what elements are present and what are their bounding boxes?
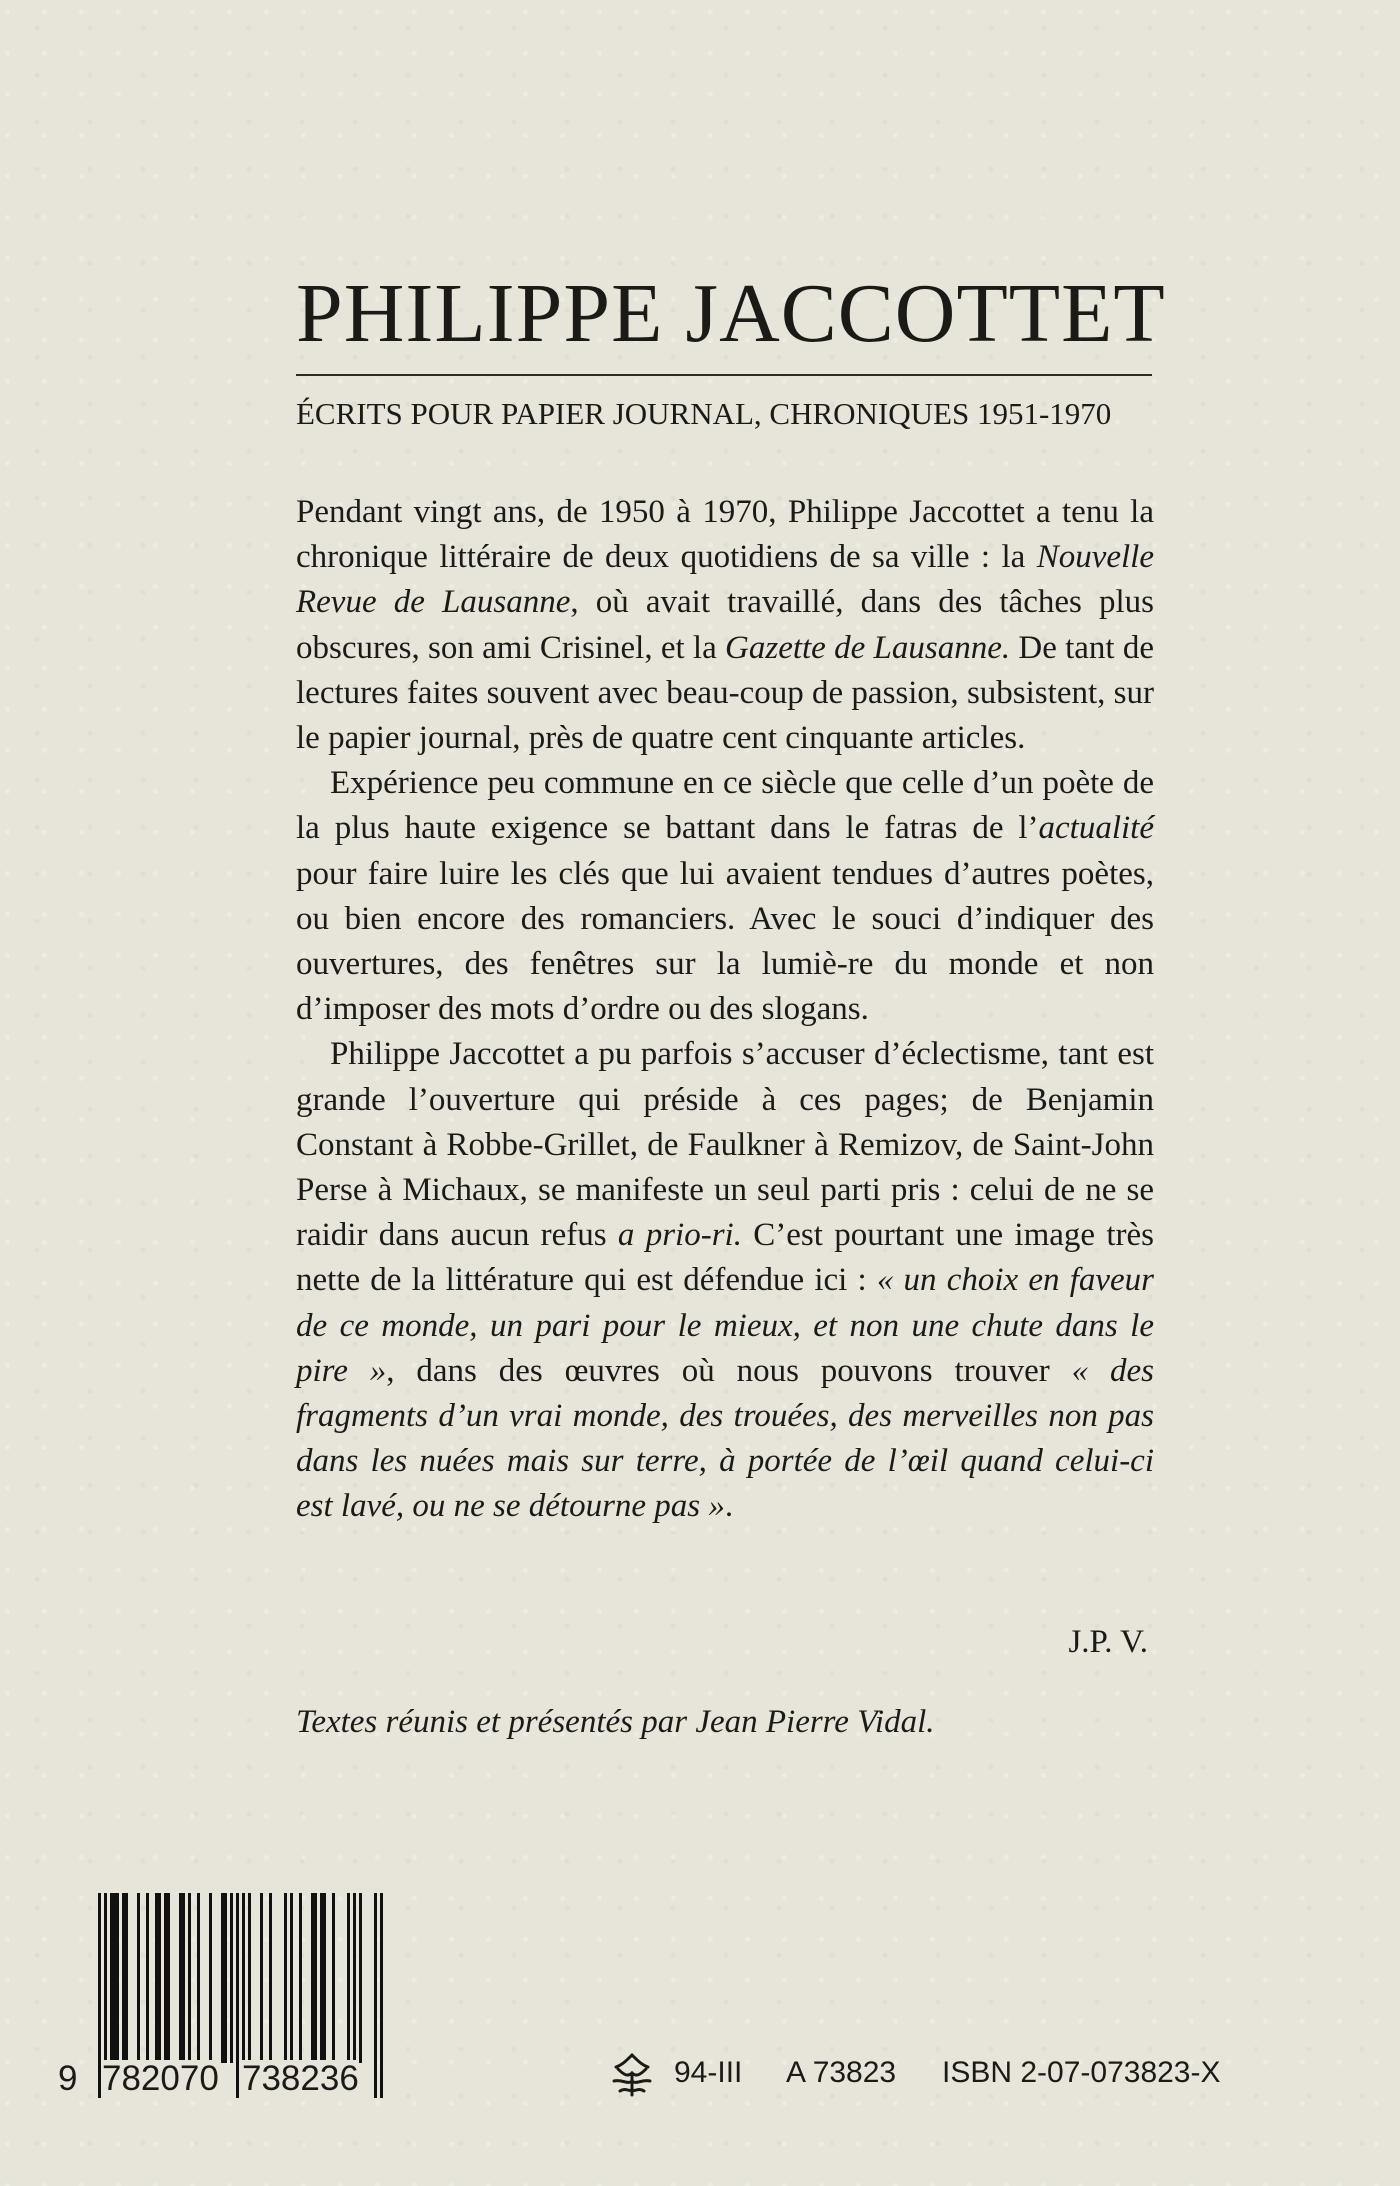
blurb-paragraph	[296, 490, 1154, 761]
quotation: « des fragments d’un vrai monde, des trouées, des merveilles non pas dans les nuées mais sur terre, à portée de l’œil quand celui-ci est lavé, ou ne se détourne pas »	[296, 1352, 1154, 1525]
barcode-bar	[332, 1893, 335, 2063]
blurb-text-run: .	[724, 1488, 734, 1525]
barcode-bar	[113, 1893, 116, 2063]
barcode-bar	[323, 1893, 326, 2063]
barcode-bar	[209, 1893, 212, 2063]
blurb-text-run: Expérience peu commune en ce siècle que celle d’un poète de la plus haute exigence se battant dans le fatras de l’	[296, 765, 1154, 847]
barcode-bar	[230, 1893, 233, 2063]
blurb-paragraph	[296, 1032, 1154, 1529]
barcode-bar	[116, 1893, 119, 2063]
barcode-bar	[182, 1893, 185, 2063]
barcode-bar	[110, 1893, 113, 2063]
blurb-text-run: C’est pourtant une image très nette de la littérature qui est défendue ici :	[296, 1217, 1155, 1299]
barcode-bar	[380, 1893, 383, 2098]
barcode-bar	[125, 1893, 128, 2063]
book-subtitle: ÉCRITS POUR PAPIER JOURNAL, CHRONIQUES 1951-1970	[296, 396, 1112, 431]
blurb-text-run: , où avait travaillé, dans des tâches plus obscures, son ami Crisinel, et la	[296, 584, 1154, 666]
barcode-bar	[359, 1893, 362, 2063]
barcode-bar	[347, 1893, 350, 2063]
barcode-bar	[248, 1893, 251, 2063]
barcode-bar	[320, 1893, 323, 2063]
barcode-bar	[290, 1893, 293, 2063]
barcode-bar	[158, 1893, 161, 2063]
barcode-bar	[299, 1893, 302, 2063]
barcode-bar	[197, 1893, 200, 2063]
blurb-text-run: Philippe Jaccottet a pu parfois s’accuser d’éclectisme, tant est grande l’ouverture qui préside à ces pages; de Benjamin Constant à Robbe-Grillet, de Faulkner à Remizov, de Saint-John Perse à Michaux, se manifeste un seul parti pris : celui de ne se raidir dans aucun refus	[296, 1036, 1154, 1254]
quotation: « un choix en faveur de ce monde, un pari pour le mieux, et non une chute dans le pire »	[296, 1262, 1155, 1389]
emphasis-text: a prio-ri.	[617, 1217, 742, 1254]
newspaper-title: Nouvelle Revue de Lausanne	[296, 539, 1154, 621]
barcode-bar	[374, 1893, 377, 2098]
blurb-text	[296, 490, 1154, 1530]
barcode-bar	[146, 1893, 149, 2063]
title-divider	[296, 374, 1152, 376]
blurb-signature: J.P. V.	[1068, 1624, 1148, 1660]
barcode-left-group: 782070	[102, 2059, 219, 2098]
barcode-bar	[224, 1893, 227, 2063]
blurb-text-run: De tant de lectures faites souvent avec beau-coup de passion, subsistent, sur le papier journal, près de quatre cent cinquante articles.	[296, 629, 1154, 757]
gallimard-nrf-logo-icon	[608, 2051, 656, 2097]
barcode-bar	[188, 1893, 191, 2063]
barcode-bar	[179, 1893, 182, 2063]
barcode-lead-digit: 9	[58, 2059, 78, 2098]
barcode-bar	[98, 1893, 101, 2098]
barcode-right-group: 738236	[242, 2059, 359, 2098]
blurb-paragraph	[296, 761, 1154, 1032]
barcode-bar	[155, 1893, 158, 2063]
barcode-bar	[269, 1893, 272, 2063]
print-code: 94-III	[674, 2056, 743, 2089]
author-name: PHILIPPE JACCOTTET	[296, 267, 1166, 360]
barcode-bar	[314, 1893, 317, 2063]
barcode-bar	[221, 1893, 224, 2063]
barcode-bar	[260, 1893, 263, 2063]
blurb-text-run: pour faire luire les clés que lui avaient tendues d’autres poètes, ou bien encore des romanciers. Avec le souci d’indiquer des ouvertures, des fenêtres sur la lumiè-re du monde et non d’imposer des mots d’ordre ou des slogans.	[296, 855, 1154, 1028]
barcode-bar	[164, 1893, 167, 2063]
barcode-bar	[311, 1893, 314, 2063]
catalog-number: A 73823	[786, 2056, 897, 2089]
editor-credit: Textes réunis et présentés par Jean Pierre Vidal.	[296, 1704, 935, 1740]
publisher-imprint	[600, 2048, 1340, 2098]
barcode-bar	[137, 1893, 140, 2063]
barcode-bar	[122, 1893, 125, 2063]
blurb-text-run: , dans des œuvres où nous pouvons trouver	[386, 1352, 1072, 1389]
barcode-bar	[353, 1893, 356, 2063]
isbn: ISBN 2-07-073823-X	[942, 2056, 1221, 2089]
emphasis-text: actualité	[1038, 810, 1154, 847]
barcode-bar	[167, 1893, 170, 2063]
barcode-bar	[284, 1893, 287, 2063]
blurb-text-run: Pendant vingt ans, de 1950 à 1970, Philippe Jaccottet a tenu la chronique littéraire de deux quotidiens de sa ville : la	[296, 494, 1154, 576]
barcode-bar	[236, 1893, 239, 2098]
newspaper-title: Gazette de Lausanne.	[725, 629, 1011, 666]
